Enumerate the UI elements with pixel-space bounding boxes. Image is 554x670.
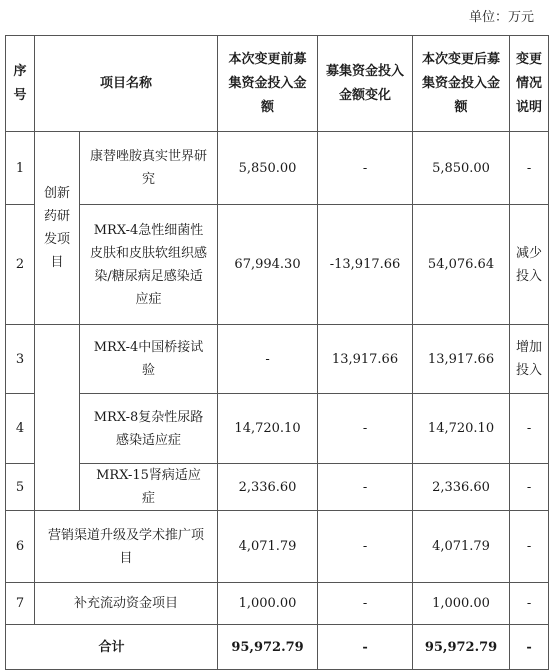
row-change: -13,917.66 xyxy=(318,205,413,325)
row-before: 4,071.79 xyxy=(218,511,318,583)
row-change: 13,917.66 xyxy=(318,325,413,394)
table-row xyxy=(6,325,549,394)
header-project-name: 项目名称 xyxy=(35,36,218,132)
header-note: 变更情况说明 xyxy=(510,36,549,132)
row-seq: 6 xyxy=(6,511,35,583)
row-name: MRX-4中国桥接试验 xyxy=(80,325,218,394)
row-change: - xyxy=(318,394,413,464)
table-row xyxy=(6,205,549,325)
row-after: 5,850.00 xyxy=(413,132,510,205)
row-seq: 7 xyxy=(6,583,35,625)
row-before: 2,336.60 xyxy=(218,464,318,511)
row-note: - xyxy=(510,511,549,583)
row-name: 康替唑胺真实世界研究 xyxy=(80,132,218,205)
total-before: 95,972.79 xyxy=(218,625,318,670)
row-note: - xyxy=(510,394,549,464)
row-change: - xyxy=(318,583,413,625)
row-after: 54,076.64 xyxy=(413,205,510,325)
row-seq: 5 xyxy=(6,464,35,511)
header-before: 本次变更前募集资金投入金额 xyxy=(218,36,318,132)
row-note: - xyxy=(510,132,549,205)
row-after: 2,336.60 xyxy=(413,464,510,511)
row-before: 5,850.00 xyxy=(218,132,318,205)
table-row xyxy=(6,583,549,625)
row-note: - xyxy=(510,464,549,511)
row-name: 营销渠道升级及学术推广项目 xyxy=(35,511,218,583)
row-note: - xyxy=(510,583,549,625)
row-before: 67,994.30 xyxy=(218,205,318,325)
row-name: MRX-15肾病适应症 xyxy=(80,464,218,511)
row-before: 1,000.00 xyxy=(218,583,318,625)
row-seq: 2 xyxy=(6,205,35,325)
row-after: 14,720.10 xyxy=(413,394,510,464)
table-row xyxy=(6,511,549,583)
table-row xyxy=(6,464,549,511)
total-note: - xyxy=(510,625,549,670)
group-label: 创新药研发项目 xyxy=(35,132,80,325)
total-after: 95,972.79 xyxy=(413,625,510,670)
row-note: 减少投入 xyxy=(510,205,549,325)
unit-label: 单位：万元 xyxy=(468,10,534,25)
row-name: MRX-4急性细菌性皮肤和皮肤软组织感染/糖尿病足感染适应症 xyxy=(80,205,218,325)
row-note: 增加投入 xyxy=(510,325,549,394)
row-before: - xyxy=(218,325,318,394)
group-continuation xyxy=(35,325,80,511)
header-seq: 序号 xyxy=(6,36,35,132)
total-row xyxy=(6,625,549,670)
row-change: - xyxy=(318,132,413,205)
row-after: 13,917.66 xyxy=(413,325,510,394)
row-seq: 4 xyxy=(6,394,35,464)
row-after: 4,071.79 xyxy=(413,511,510,583)
row-name: MRX-8复杂性尿路感染适应症 xyxy=(80,394,218,464)
row-name: 补充流动资金项目 xyxy=(35,583,218,625)
row-change: - xyxy=(318,511,413,583)
header-after: 本次变更后募集资金投入金额 xyxy=(413,36,510,132)
row-change: - xyxy=(318,464,413,511)
table-row xyxy=(6,132,549,205)
header-change: 募集资金投入金额变化 xyxy=(318,36,413,132)
funds-table xyxy=(5,35,549,670)
total-label: 合计 xyxy=(6,625,218,670)
row-before: 14,720.10 xyxy=(218,394,318,464)
table-row xyxy=(6,394,549,464)
row-after: 1,000.00 xyxy=(413,583,510,625)
total-change: - xyxy=(318,625,413,670)
row-seq: 3 xyxy=(6,325,35,394)
row-seq: 1 xyxy=(6,132,35,205)
header-row xyxy=(6,36,549,132)
